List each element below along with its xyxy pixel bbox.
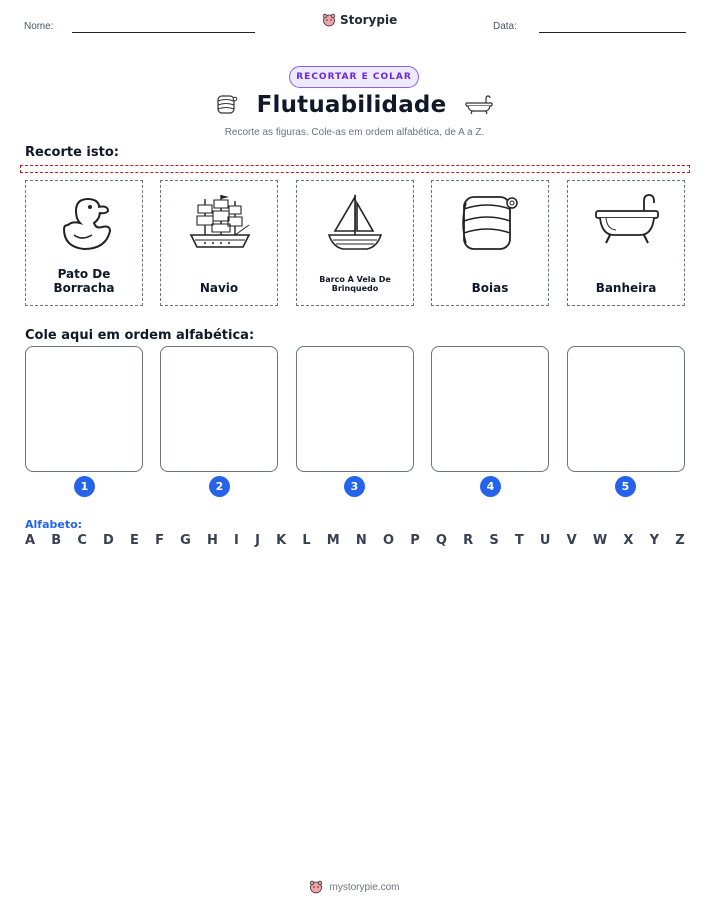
alphabet-letter: X <box>623 533 634 548</box>
alphabet-letter: O <box>382 533 395 548</box>
number-badge-2: 2 <box>209 476 230 497</box>
alphabet-letter: I <box>234 533 239 548</box>
alphabet-letter: T <box>514 533 524 548</box>
number-badge-1: 1 <box>74 476 95 497</box>
alphabet-label: Alfabeto: <box>25 518 83 531</box>
alphabet-letter: P <box>410 533 420 548</box>
alphabet-letter: A <box>25 533 36 548</box>
storypie-mascot-icon <box>309 880 323 894</box>
number-badge-3: 3 <box>344 476 365 497</box>
bathtub-icon <box>464 95 494 115</box>
paste-box-4[interactable] <box>431 346 549 472</box>
brand-name: Storypie <box>340 13 398 27</box>
card-label: Barco À Vela De Brinquedo <box>319 275 391 293</box>
toy-sailboat-icon <box>321 189 391 259</box>
alphabet-letter: F <box>155 533 164 548</box>
cut-card-ship[interactable] <box>160 180 278 306</box>
paste-section-label: Cole aqui em ordem alfabética: <box>25 328 255 343</box>
alphabet-letter: G <box>180 533 191 548</box>
cut-card-arm-floats[interactable] <box>431 180 549 306</box>
alphabet-letter: S <box>489 533 499 548</box>
card-label: Boias <box>471 281 509 295</box>
footer <box>0 880 709 894</box>
alphabet-letter: R <box>463 533 474 548</box>
cut-card-rubber-duck[interactable] <box>25 180 143 306</box>
alphabet-letter: N <box>355 533 367 548</box>
arm-floats-icon <box>215 94 239 116</box>
page-title: Flutuabilidade <box>256 92 447 118</box>
alphabet-letter: V <box>566 533 577 548</box>
alphabet-letter: L <box>302 533 311 548</box>
alphabet-letter: Q <box>435 533 447 548</box>
ship-icon <box>185 189 255 259</box>
alphabet-row <box>25 533 685 548</box>
title-row <box>0 92 709 118</box>
cut-card-toy-sailboat[interactable] <box>296 180 414 306</box>
alphabet-letter: E <box>130 533 139 548</box>
alphabet-letter: Y <box>649 533 660 548</box>
alphabet-letter: C <box>77 533 87 548</box>
paste-box-5[interactable] <box>567 346 685 472</box>
paste-box-3[interactable] <box>296 346 414 472</box>
footer-url[interactable]: mystorypie.com <box>329 881 400 893</box>
alphabet-letter: M <box>326 533 340 548</box>
brand-logo <box>322 13 397 27</box>
bathtub-icon <box>592 189 662 259</box>
alphabet-letter: K <box>276 533 287 548</box>
alphabet-letter: D <box>103 533 114 548</box>
paste-box-2[interactable] <box>160 346 278 472</box>
card-label: Pato De Borracha <box>53 267 115 295</box>
storypie-mascot-icon <box>322 13 336 27</box>
alphabet-letter: U <box>539 533 551 548</box>
cut-section-label: Recorte isto: <box>25 145 119 160</box>
number-badge-5: 5 <box>615 476 636 497</box>
alphabet-letter: W <box>592 533 608 548</box>
arm-floats-icon <box>456 189 526 259</box>
instructions: Recorte as figuras. Cole-as em ordem alfabética, de A a Z. <box>224 127 485 138</box>
date-label: Data: <box>493 21 517 32</box>
cut-card-bathtub[interactable] <box>567 180 685 306</box>
alphabet-letter: Z <box>675 533 685 548</box>
date-line <box>539 32 686 33</box>
paste-box-1[interactable] <box>25 346 143 472</box>
rubber-duck-icon <box>50 189 120 259</box>
number-badge-4: 4 <box>480 476 501 497</box>
alphabet-letter: J <box>255 533 260 548</box>
name-label: Nome: <box>24 21 54 32</box>
activity-badge: RECORTAR E COLAR <box>289 66 419 88</box>
name-line <box>72 32 255 33</box>
cut-line <box>20 165 690 173</box>
alphabet-letter: B <box>51 533 62 548</box>
card-label: Banheira <box>595 281 657 295</box>
alphabet-letter: H <box>206 533 218 548</box>
card-label: Navio <box>199 281 239 295</box>
